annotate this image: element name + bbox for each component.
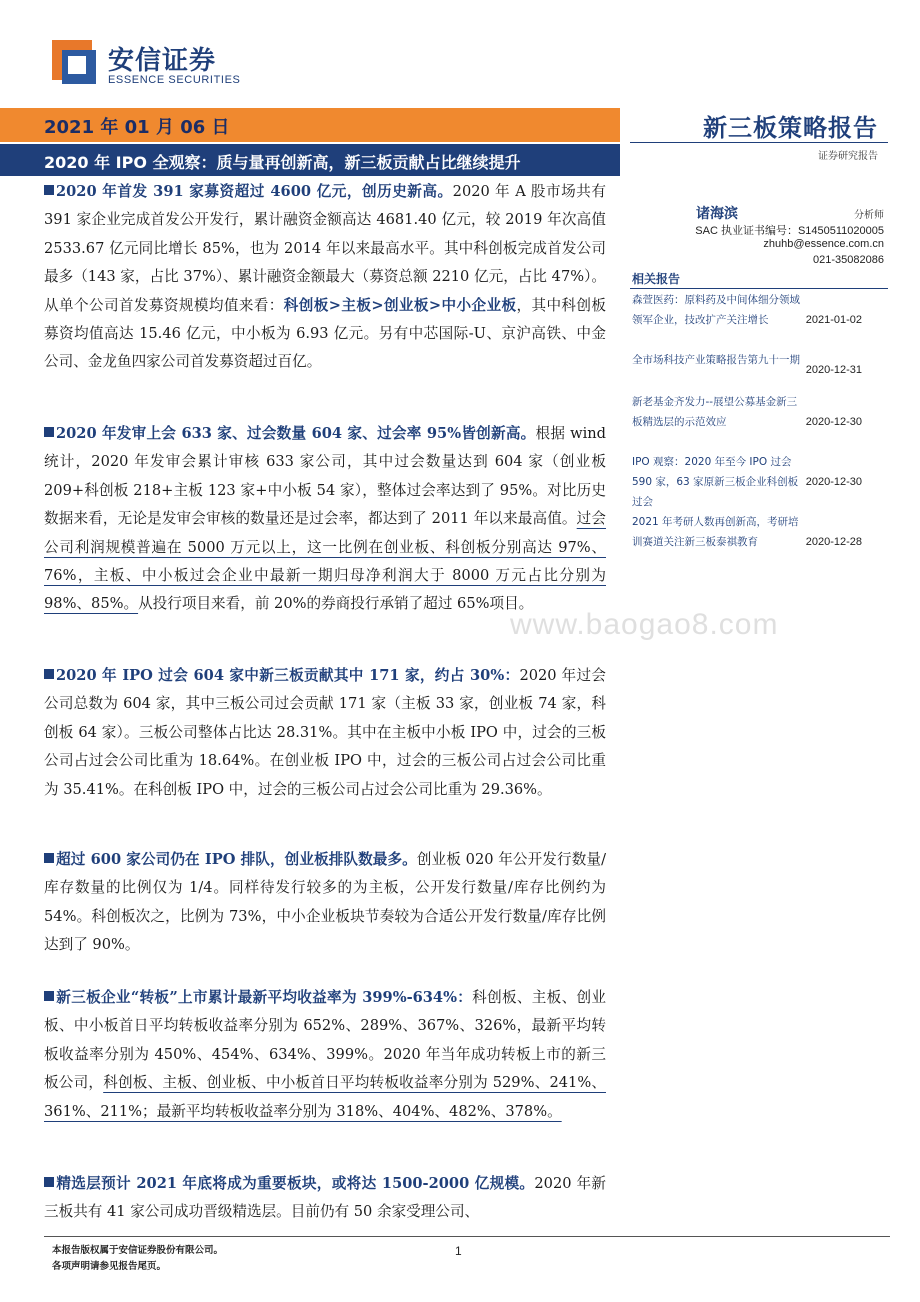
analyst-email[interactable]: zhuhb@essence.com.cn [763,238,884,250]
paragraph-heading: 2020 年发审上会 633 家、过会数量 604 家、过会率 95%皆创新高。 [56,425,536,442]
paragraph-text: ，其中科创板募资均值高达 15.46 亿元，中小板为 6.93 亿元。另有中芯国际-U、京沪高铁、中金公司、金龙鱼四家公司首发募资超过百亿。 [44,296,606,371]
related-report-date: 2020-12-28 [805,536,862,548]
related-report-item[interactable] [632,452,888,512]
paragraph-approval-rate [44,420,606,619]
related-divider [630,288,888,289]
report-title: 2020 年 IPO 全观察：质与量再创新高，新三板贡献占比继续提升 [44,153,521,172]
footer-copyright: 本报告版权属于安信证券股份有限公司。 [52,1245,224,1256]
bullet-square-icon [44,427,54,437]
related-report-item[interactable] [632,512,888,552]
paragraph-text: 2020 年新三板共有 41 家公司成功晋级精选层。目前仍有 50 余家受理公司、 [44,1175,607,1221]
report-date: 2021 年 01 月 06 日 [44,117,230,138]
related-report-title: 新老基金齐发力--展望公募基金新三板精选层的示范效应 [632,396,798,428]
related-report-item[interactable] [632,350,888,376]
related-report-date: 2020-12-30 [805,476,862,488]
brand-name-en: ESSENCE SECURITIES [108,74,241,86]
related-report-title: IPO 观察：2020 年至今 IPO 过会 590 家，63 家原新三板企业科创板过会 [632,456,799,508]
report-subtype: 证券研究报告 [818,151,878,162]
paragraph-heading: 新三板企业“转板”上市累计最新平均收益率为 399%-634%： [56,989,473,1006]
analyst-cert: SAC 执业证书编号：S1450511020005 [695,225,884,237]
related-report-title: 全市场科技产业策略报告第九十一期 [632,354,800,366]
paragraph-ipo-queue [44,846,606,960]
brand-name-cn: 安信证券 [108,46,217,76]
paragraph-text: 科创板、主板、创业板、中小板首日平均转板收益率分别为 652%、289%、367%、326%，最新平均转板收益率分别为 450%、454%、634%、399%。2020 年当年成功转板上市的新三板公司， [44,989,606,1092]
paragraph-heading: 2020 年 IPO 过会 604 家中新三板贡献其中 171 家，约占 30%： [56,667,520,684]
watermark-text: www.baogao8.com [510,608,779,641]
report-type: 新三板策略报告 [703,114,878,142]
paragraph-neeq-contribution [44,662,606,804]
analyst-name: 诸海滨 [696,206,738,222]
paragraph-heading: 超过 600 家公司仍在 IPO 排队，创业板排队数最多。 [56,851,417,868]
company-logo-icon [52,40,96,84]
related-report-title: 森萱医药：原料药及中间体细分领域领军企业，技改扩产关注增长 [632,294,800,326]
paragraph-ipo-fundraising [44,178,606,377]
paragraph-text: 2020 年 A 股市场共有 391 家企业完成首发公开发行，累计融资金额高达 4681.40 亿元，较 2019 年次高值 2533.67 亿元同比增长 85%，也为 2014 年以来最高水平。其中科创板完成首发公司最多（143 家，占比 37%）、累计融资金额最大（募资总额 2210 亿元，占比 47%）。从单个公司首发募资规模均值来看： [44,183,606,314]
bullet-square-icon [44,185,54,195]
analyst-role: 分析师 [854,210,884,221]
bullet-square-icon [44,991,54,1001]
related-report-title: 2021 年考研人数再创新高，考研培训赛道关注新三板泰祺教育 [632,516,799,548]
date-bar [0,108,620,142]
title-bar [0,144,620,176]
bullet-square-icon [44,853,54,863]
underlined-text: 科创板、主板、创业板、中小板首日平均转板收益率分别为 529%、241%、361%、211%；最新平均转板收益率分别为 318%、404%、482%、378%。 [44,1074,606,1120]
related-report-date: 2020-12-31 [805,364,862,376]
footer-divider [44,1236,890,1237]
bullet-square-icon [44,1177,54,1187]
paragraph-board-transfer [44,984,606,1126]
paragraph-heading: 精选层预计 2021 年底将成为重要板块，或将达 1500-2000 亿规模。 [56,1175,535,1192]
paragraph-heading: 2020 年首发 391 家募资超过 4600 亿元，创历史新高。 [56,183,453,200]
paragraph-text: 2020 年过会公司总数为 604 家，其中三板公司过会贡献 171 家（主板 33 家，创业板 74 家，科创板 64 家）。三板公司整体占比达 28.31%。其中在主板中小板 IPO 中，过会的三板公司占过会公司比重为 18.64%。在创业板 IPO 中，过会的三板公司占过会公司比重为 35.41%。在科创板 IPO 中，过会的三板公司占过会公司比重为 29.36%。 [44,667,606,798]
paragraph-text: 创业板 020 年公开发行数量/库存数量的比例仅为 1/4。同样待发行较多的为主板，公开发行数量/库存比例约为 54%。科创板次之，比例为 73%，中小企业板块节奏较为合适公开发行数量/库存比例达到了 90%。 [44,851,606,954]
analyst-phone: 021-35082086 [813,254,884,266]
bullet-square-icon [44,669,54,679]
emphasis-text: 科创板>主板>创业板>中小企业板 [283,296,517,314]
related-report-date: 2021-01-02 [805,314,862,326]
page-number: 1 [455,1244,462,1258]
underlined-text: 过会公司利润规模普遍在 5000 万元以上，这一比例在创业板、科创板分别高达 97%、76%，主板、中小板过会企业中最新一期归母净利润大于 8000 万元占比分别为 98%、85%。 [44,510,606,613]
related-reports-heading: 相关报告 [632,272,681,286]
related-report-item[interactable] [632,392,888,432]
paragraph-text: 从投行项目来看，前 20%的券商投行承销了超过 65%项目。 [138,595,534,613]
related-report-date: 2020-12-30 [805,416,862,428]
sidebar-divider [630,142,888,143]
related-report-item[interactable] [632,290,888,330]
paragraph-text: 根据 wind 统计，2020 年发审会累计审核 633 家公司，其中过会数量达到 604 家（创业板 209+科创板 218+主板 123 家+中小板 54 家），整体过会率达到了 95%。对比历史数据来看，无论是发审会审核的数量还是过会率，都达到了 2011 年以来最高值。 [44,425,606,528]
paragraph-select-tier [44,1170,606,1227]
footer-disclaimer: 各项声明请参见报告尾页。 [52,1261,167,1272]
